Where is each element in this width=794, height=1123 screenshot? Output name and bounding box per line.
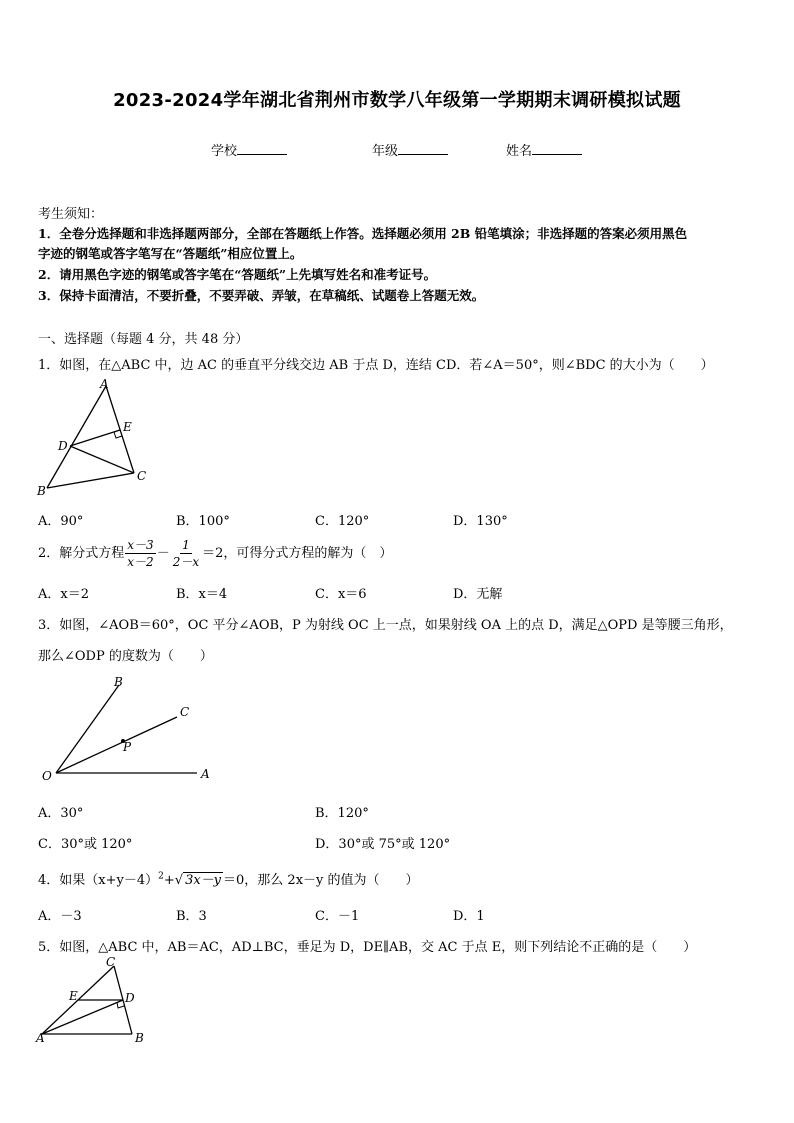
q3-label-p: P bbox=[123, 740, 132, 754]
q4-radicand: 3x－y bbox=[185, 873, 222, 888]
exam-title: 2023-2024学年湖北省荆州市数学八年级第一学期期末调研模拟试题 bbox=[113, 90, 681, 111]
q4-option-a[interactable]: A．－3 bbox=[38, 909, 82, 924]
q5-label-b: B bbox=[135, 1031, 144, 1045]
q1-option-d[interactable]: D．130° bbox=[453, 514, 508, 529]
question-5-stem: 5．如图，△ABC 中，AB＝AC，AD⊥BC，垂足为 D，DE∥AB，交 AC 于点 E，则下列结论不正确的是（ ） bbox=[38, 940, 697, 955]
question-3-stem-line-1: 3．如图，∠AOB＝60°，OC 平分∠AOB，P 为射线 OC 上一点，如果射线 OA 上的点 D，满足△OPD 是等腰三角形， bbox=[38, 618, 733, 633]
q5-label-c: C bbox=[106, 956, 116, 969]
q2-option-b[interactable]: B．x＝4 bbox=[176, 587, 228, 602]
notice-item: 3．保持卡面清洁，不要折叠，不要弄破、弄皱，在草稿纸、试题卷上答题无效。 bbox=[38, 288, 485, 303]
q3-label-c: C bbox=[180, 705, 190, 719]
q2-prefix: 2．解分式方程 bbox=[38, 546, 125, 561]
q2-frac2-numerator: 1 bbox=[182, 538, 190, 552]
q1-label-b: B bbox=[37, 484, 46, 498]
q5-label-e: E bbox=[69, 989, 78, 1003]
q3-option-a[interactable]: A．30° bbox=[38, 806, 84, 821]
q2-option-d[interactable]: D．无解 bbox=[453, 587, 503, 602]
school-label: 学校 bbox=[211, 144, 238, 159]
question-1-stem: 1．如图，在△ABC 中，边 AC 的垂直平分线交边 AB 于点 D，连结 CD．若∠A＝50°，则∠BDC 的大小为（ ） bbox=[38, 358, 714, 373]
notice-item: 字迹的钢笔或答字笔写在“答题纸”相应位置上。 bbox=[38, 246, 303, 261]
q5-label-a: A bbox=[36, 1031, 45, 1045]
q1-option-b[interactable]: B．100° bbox=[176, 514, 230, 529]
q4-option-d[interactable]: D．1 bbox=[453, 909, 485, 924]
q1-label-e: E bbox=[123, 420, 132, 434]
q2-frac1-denominator: x－2 bbox=[127, 555, 154, 569]
q2-suffix: ＝2，可得分式方程的解为（ ） bbox=[202, 546, 393, 561]
grade-field bbox=[372, 140, 448, 159]
grade-label: 年级 bbox=[372, 144, 399, 159]
q1-label-c: C bbox=[137, 469, 147, 483]
q2-option-c[interactable]: C．x＝6 bbox=[315, 587, 367, 602]
q1-label-a: A bbox=[100, 377, 109, 391]
school-blank bbox=[237, 142, 287, 155]
q1-triangle-figure bbox=[34, 376, 154, 498]
q4-option-c[interactable]: C．－1 bbox=[315, 909, 360, 924]
q3-label-o: O bbox=[42, 769, 52, 783]
q1-label-d: D bbox=[58, 439, 68, 453]
name-blank bbox=[532, 142, 582, 155]
name-field bbox=[506, 140, 582, 159]
notice-item: 2．请用黑色字迹的钢笔或答字笔在“答题纸”上先填写姓名和准考证号。 bbox=[38, 267, 437, 282]
q5-label-d: D bbox=[125, 991, 135, 1005]
question-4-stem bbox=[38, 869, 419, 888]
q3-angle-figure bbox=[34, 672, 224, 784]
section-heading: 一、选择题（每题 4 分，共 48 分） bbox=[38, 332, 249, 347]
question-3-stem-line-2: 那么∠ODP 的度数为（ ） bbox=[38, 649, 213, 664]
school-field bbox=[211, 140, 287, 159]
q4-prefix: 4．如果（x+y－4） bbox=[38, 873, 159, 888]
grade-blank bbox=[398, 142, 448, 155]
q3-label-a: A bbox=[201, 767, 210, 781]
q4-exponent: 2 bbox=[158, 871, 164, 882]
q4-plus: + bbox=[163, 873, 175, 888]
q5-triangle-figure bbox=[34, 956, 150, 1046]
q3-option-c[interactable]: C．30°或 120° bbox=[38, 837, 133, 852]
notice-heading: 考生须知： bbox=[38, 207, 104, 222]
q2-fraction-1 bbox=[125, 537, 155, 570]
q2-frac1-numerator: x－3 bbox=[127, 538, 154, 552]
q4-suffix: ＝0，那么 2x－y 的值为（ ） bbox=[223, 873, 419, 888]
q2-minus: － bbox=[156, 546, 170, 561]
q3-option-d[interactable]: D．30°或 75°或 120° bbox=[315, 837, 451, 852]
name-label: 姓名 bbox=[506, 144, 533, 159]
question-2-stem bbox=[38, 537, 392, 571]
q2-frac2-denominator: 2－x bbox=[172, 555, 200, 569]
sqrt-icon: √ bbox=[174, 873, 184, 888]
q3-option-b[interactable]: B．120° bbox=[315, 806, 369, 821]
q3-label-b: B bbox=[114, 675, 123, 689]
q1-option-c[interactable]: C．120° bbox=[315, 514, 370, 529]
q2-option-a[interactable]: A．x＝2 bbox=[38, 587, 89, 602]
q1-option-a[interactable]: A．90° bbox=[38, 514, 84, 529]
q2-fraction-2 bbox=[171, 537, 201, 570]
notice-item: 1．全卷分选择题和非选择题两部分，全部在答题纸上作答。选择题必须用 2B 铅笔填涂；非选择题的答案必须用黑色 bbox=[38, 226, 688, 241]
q4-option-b[interactable]: B．3 bbox=[176, 909, 207, 924]
